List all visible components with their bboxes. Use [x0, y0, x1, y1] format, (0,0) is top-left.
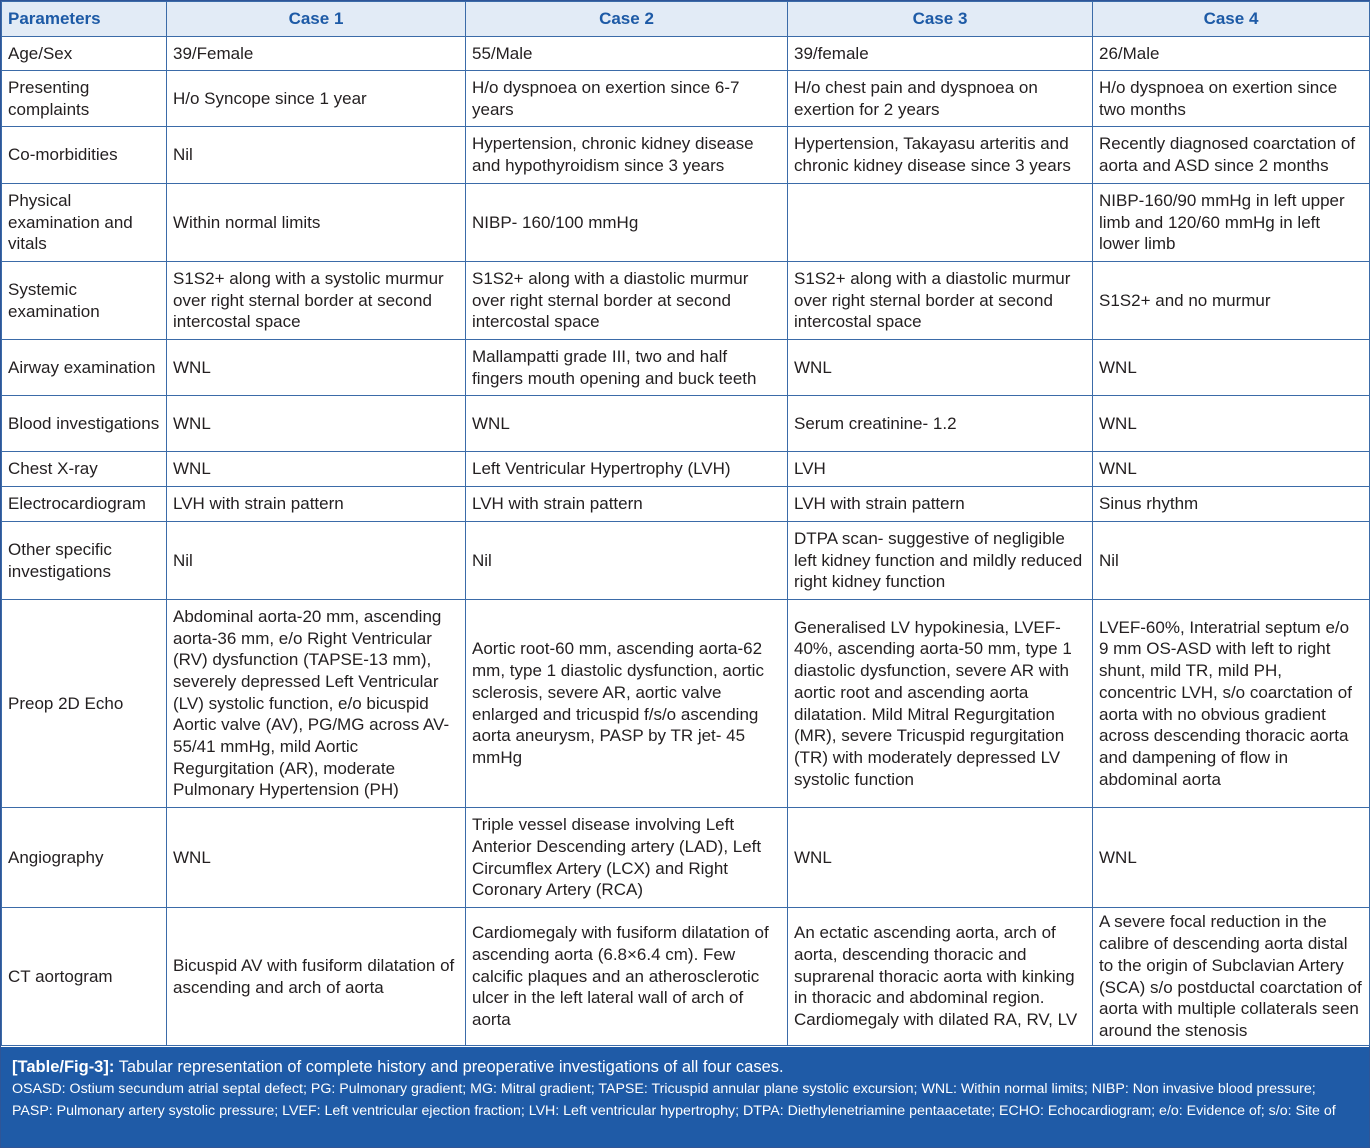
table-cell: WNL — [1093, 340, 1370, 396]
table-cell: LVH with strain pattern — [466, 487, 788, 522]
table-cell: H/o chest pain and dyspnoea on exertion for 2 years — [788, 71, 1093, 127]
table-row — [2, 908, 1370, 1046]
table-cell: An ectatic ascending aorta, arch of aorta, descending thoracic and suprarenal thoracic aorta with kinking in thoracic and abdominal region. Cardiomegaly with dilated RA, RV, LV — [788, 908, 1093, 1046]
row-parameter: Age/Sex — [2, 37, 167, 71]
row-parameter: Physical examination and vitals — [2, 184, 167, 262]
table-cell: LVH with strain pattern — [788, 487, 1093, 522]
table-cell — [788, 184, 1093, 262]
table-cell: 39/Female — [167, 37, 466, 71]
row-parameter: Presenting complaints — [2, 71, 167, 127]
table-cell: Sinus rhythm — [1093, 487, 1370, 522]
table-cell: WNL — [788, 340, 1093, 396]
table-cell: S1S2+ along with a diastolic murmur over right sternal border at second intercostal space — [788, 262, 1093, 340]
table-cell: WNL — [1093, 808, 1370, 908]
table-cell: LVH — [788, 452, 1093, 487]
table-cell: WNL — [167, 340, 466, 396]
table-cell: WNL — [466, 396, 788, 452]
caption-tag: [Table/Fig-3]: — [12, 1058, 115, 1076]
table-cell: H/o Syncope since 1 year — [167, 71, 466, 127]
table-row — [2, 452, 1370, 487]
table-cell: Nil — [466, 522, 788, 600]
caption-title: Tabular representation of complete history and preoperative investigations of all four cases. — [118, 1058, 784, 1076]
table-cell: WNL — [167, 396, 466, 452]
table-cell: WNL — [788, 808, 1093, 908]
table-cell: S1S2+ along with a diastolic murmur over right sternal border at second intercostal space — [466, 262, 788, 340]
row-parameter: Chest X-ray — [2, 452, 167, 487]
row-parameter: Co-morbidities — [2, 127, 167, 184]
table-cell: Aortic root-60 mm, ascending aorta-62 mm, type 1 diastolic dysfunction, aortic sclerosis, severe AR, aortic valve enlarged and tricuspid f/s/o ascending aorta aneurysm, PASP by TR jet- 45 mmHg — [466, 600, 788, 808]
table-row — [2, 600, 1370, 808]
table-cell: LVEF-60%, Interatrial septum e/o 9 mm OS-ASD with left to right shunt, mild TR, mild PH, concentric LVH, s/o coarctation of aorta with no obvious gradient across descending thoracic aorta and dampening of flow in abdominal aorta — [1093, 600, 1370, 808]
caption-abbreviations: OSASD: Ostium secundum atrial septal defect; PG: Pulmonary gradient; MG: Mitral gradient; TAPSE: Tricuspid annular plane systolic excursion; WNL: Within normal limits; NIBP: Non invasive blood pressure; PASP: Pulmonary artery systolic pressure; LVEF: Left ventricular ejection fraction; LVH: Left ventricular hypertrophy; DTPA: Diethylenetriamine pentaacetate; ECHO: Echocardiogram; e/o: Evidence of; s/o: Site of — [12, 1081, 1336, 1119]
table-cell: WNL — [167, 808, 466, 908]
table-cell: NIBP-160/90 mmHg in left upper limb and 120/60 mmHg in left lower limb — [1093, 184, 1370, 262]
row-parameter: Electrocardiogram — [2, 487, 167, 522]
table-row — [2, 127, 1370, 184]
header-case-4: Case 4 — [1093, 2, 1370, 37]
row-parameter: Angiography — [2, 808, 167, 908]
table-row — [2, 37, 1370, 71]
table-row — [2, 808, 1370, 908]
table-cell: S1S2+ and no murmur — [1093, 262, 1370, 340]
header-parameters: Parameters — [2, 2, 167, 37]
header-case-3: Case 3 — [788, 2, 1093, 37]
row-parameter: Airway examination — [2, 340, 167, 396]
table-row — [2, 522, 1370, 600]
table-cell: Within normal limits — [167, 184, 466, 262]
table-cell: Abdominal aorta-20 mm, ascending aorta-36 mm, e/o Right Ventricular (RV) dysfunction (TAPSE-13 mm), severely depressed Left Ventricular (LV) systolic function, e/o bicuspid Aortic valve (AV), PG/MG across AV-55/41 mmHg, mild Aortic Regurgitation (AR), moderate Pulmonary Hypertension (PH) — [167, 600, 466, 808]
table-cell: WNL — [1093, 452, 1370, 487]
header-case-2: Case 2 — [466, 2, 788, 37]
row-parameter: Systemic examination — [2, 262, 167, 340]
row-parameter: Preop 2D Echo — [2, 600, 167, 808]
table-cell: Hypertension, chronic kidney disease and hypothyroidism since 3 years — [466, 127, 788, 184]
table-row — [2, 71, 1370, 127]
table-cell: S1S2+ along with a systolic murmur over right sternal border at second intercostal space — [167, 262, 466, 340]
table-cell: Hypertension, Takayasu arteritis and chronic kidney disease since 3 years — [788, 127, 1093, 184]
row-parameter: Other specific investigations — [2, 522, 167, 600]
table-cell: DTPA scan- suggestive of negligible left kidney function and mildly reduced right kidney function — [788, 522, 1093, 600]
table-row — [2, 184, 1370, 262]
table-cell: WNL — [167, 452, 466, 487]
table-cell: 55/Male — [466, 37, 788, 71]
row-parameter: CT aortogram — [2, 908, 167, 1046]
table-cell: H/o dyspnoea on exertion since two months — [1093, 71, 1370, 127]
table-row — [2, 340, 1370, 396]
table-header-row — [2, 2, 1370, 37]
table-cell: Nil — [167, 127, 466, 184]
table-cell: Serum creatinine- 1.2 — [788, 396, 1093, 452]
table-row — [2, 487, 1370, 522]
figure-caption — [1, 1047, 1369, 1147]
table-cell: WNL — [1093, 396, 1370, 452]
table-cell: Bicuspid AV with fusiform dilatation of ascending and arch of aorta — [167, 908, 466, 1046]
row-parameter: Blood investigations — [2, 396, 167, 452]
table-cell: NIBP- 160/100 mmHg — [466, 184, 788, 262]
case-comparison-table — [1, 1, 1370, 1046]
table-row — [2, 396, 1370, 452]
table-cell: 39/female — [788, 37, 1093, 71]
table-cell: Recently diagnosed coarctation of aorta and ASD since 2 months — [1093, 127, 1370, 184]
table-cell: LVH with strain pattern — [167, 487, 466, 522]
table-cell: 26/Male — [1093, 37, 1370, 71]
table-cell: Nil — [167, 522, 466, 600]
header-case-1: Case 1 — [167, 2, 466, 37]
table-cell: H/o dyspnoea on exertion since 6-7 years — [466, 71, 788, 127]
table-cell: A severe focal reduction in the calibre of descending aorta distal to the origin of Subclavian Artery (SCA) s/o postductal coarctation of aorta with multiple collaterals seen around the stenosis — [1093, 908, 1370, 1046]
table-cell: Nil — [1093, 522, 1370, 600]
table-row — [2, 262, 1370, 340]
table-cell: Mallampatti grade III, two and half fingers mouth opening and buck teeth — [466, 340, 788, 396]
table-cell: Triple vessel disease involving Left Anterior Descending artery (LAD), Left Circumflex Artery (LCX) and Right Coronary Artery (RCA) — [466, 808, 788, 908]
caption-title-line — [12, 1056, 1358, 1078]
table-cell: Left Ventricular Hypertrophy (LVH) — [466, 452, 788, 487]
table-cell: Generalised LV hypokinesia, LVEF-40%, ascending aorta-50 mm, type 1 diastolic dysfunction, severe AR with aortic root and ascending aorta dilatation. Mild Mitral Regurgitation (MR), severe Tricuspid regurgitation (TR) with moderately depressed LV systolic function — [788, 600, 1093, 808]
table-cell: Cardiomegaly with fusiform dilatation of ascending aorta (6.8×6.4 cm). Few calcific plaques and an atherosclerotic ulcer in the left lateral wall of arch of aorta — [466, 908, 788, 1046]
